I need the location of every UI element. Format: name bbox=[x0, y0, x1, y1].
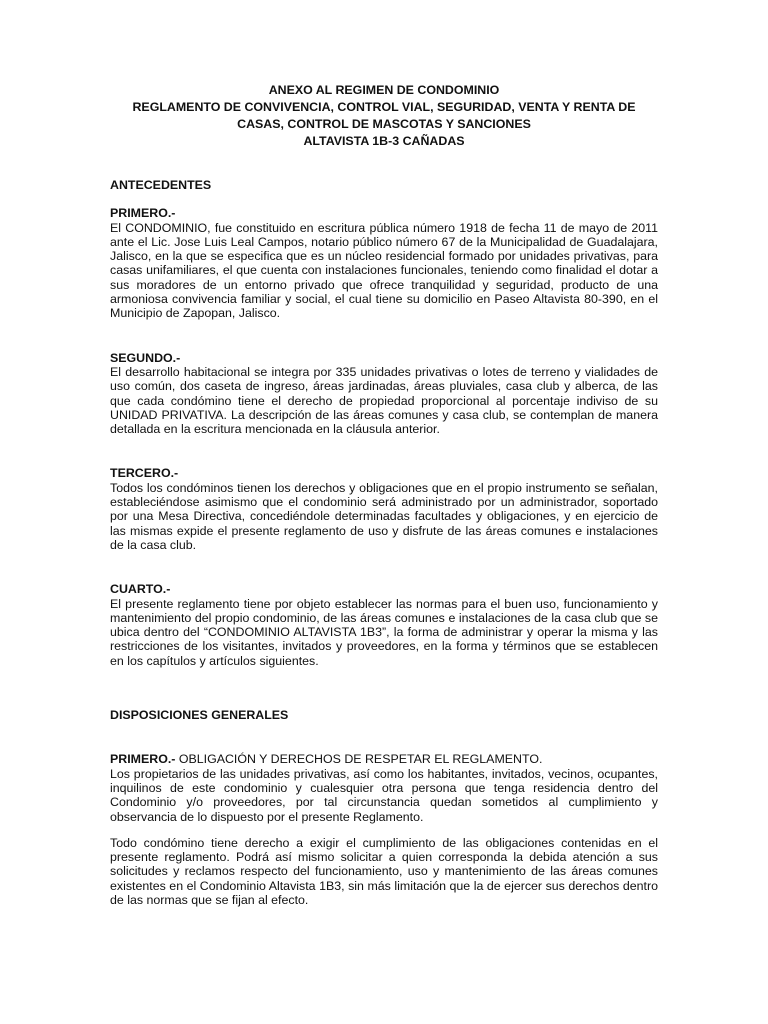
disposicion-primero-heading-line bbox=[110, 752, 658, 766]
subtitle-disposicion-primero: OBLIGACIÓN Y DERECHOS DE RESPETAR EL REGLAMENTO. bbox=[175, 752, 543, 767]
document-body bbox=[110, 178, 658, 907]
heading-cuarto: CUARTO.- bbox=[110, 582, 171, 597]
paragraph-primero: El CONDOMINIO, fue constituido en escritura pública número 1918 de fecha 11 de mayo de 2011 ante el Lic. Jose Luis Leal Campos, notario público número 67 de la Municipalidad de Guadalajara, Jalisco, en la que se especifica que es un núcleo residencial formado por unidades privativas, para casas unifamiliares, el que cuenta con instalaciones funcionales, teniendo como finalidad el dotar a sus moradores de un entorno privado que ofrece tranquilidad y seguridad, producto de una armoniosa convivencia familiar y social, el cual tiene su domicilio en Paseo Altavista 80-390, en el Municipio de Zapopan, Jalisco. bbox=[110, 220, 658, 321]
section-title-antecedentes: ANTECEDENTES bbox=[110, 178, 212, 192]
document-title-block bbox=[100, 82, 668, 150]
heading-primero: PRIMERO.- bbox=[110, 206, 176, 221]
title-line-4: ALTAVISTA 1B-3 CAÑADAS bbox=[303, 134, 465, 148]
title-line-3: CASAS, CONTROL DE MASCOTAS Y SANCIONES bbox=[237, 117, 531, 131]
paragraph-tercero: Todos los condóminos tienen los derechos y obligaciones que en el propio instrumento se señalan, estableciéndose asimismo que el condominio será administrado por un administrador, soportado por una Mesa Directiva, concediéndole determinadas facultades y obligaciones, y en ejercicio de las mismas expide el presente reglamento de uso y disfrute de las áreas comunes e instalaciones de la casa club. bbox=[110, 480, 658, 552]
heading-disposicion-primero: PRIMERO.- bbox=[110, 752, 176, 767]
title-line-2: REGLAMENTO DE CONVIVENCIA, CONTROL VIAL, SEGURIDAD, VENTA Y RENTA DE bbox=[132, 100, 636, 114]
paragraph-segundo: El desarrollo habitacional se integra por 335 unidades privativas o lotes de terreno y vialidades de uso común, dos caseta de ingreso, áreas jardinadas, áreas pluviales, casa club y alberca, de las que cada condómino tiene el derecho de propiedad proporcional al porcentaje indiviso de su UNIDAD PRIVATIVA. La descripción de las áreas comunes y casa club, se contemplan de manera detallada en la escritura mencionada en la cláusula anterior. bbox=[110, 364, 658, 437]
paragraph-disposicion-primero: Los propietarios de las unidades privativas, así como los habitantes, invitados, vecinos, ocupantes, inquilinos de este condominio y cualesquier otra persona que tenga residencia dentro del Condominio y/o proveedores, por tal circunstancia quedan sometidos al cumplimiento y observancia de lo dispuesto por el presente Reglamento. bbox=[110, 766, 658, 824]
heading-tercero: TERCERO.- bbox=[110, 466, 179, 481]
paragraph-cuarto: El presente reglamento tiene por objeto establecer las normas para el buen uso, funcionamiento y mantenimiento del propio condominio, de las áreas comunes e instalaciones de la casa club que se ubica dentro del “CONDOMINIO ALTAVISTA 1B3”, la forma de administrar y operar la misma y las restricciones de los visitantes, invitados y proveedores, en la forma y términos que se establecen en los capítulos y artículos siguientes. bbox=[110, 596, 658, 668]
heading-segundo: SEGUNDO.- bbox=[110, 350, 181, 365]
title-line-1: ANEXO AL REGIMEN DE CONDOMINIO bbox=[268, 83, 500, 97]
section-title-disposiciones: DISPOSICIONES GENERALES bbox=[110, 708, 289, 723]
paragraph-disposicion-segundo: Todo condómino tiene derecho a exigir el cumplimiento de las obligaciones contenidas en el presente reglamento. Podrá así mismo solicitar a quien corresponda la debida atención a sus solicitudes y reclamos respecto del funcionamiento, uso y mantenimiento de las áreas comunes existentes en el Condominio Altavista 1B3, sin más limitación que la de ejercer sus derechos dentro de las normas que se fijan al efecto. bbox=[110, 835, 658, 907]
